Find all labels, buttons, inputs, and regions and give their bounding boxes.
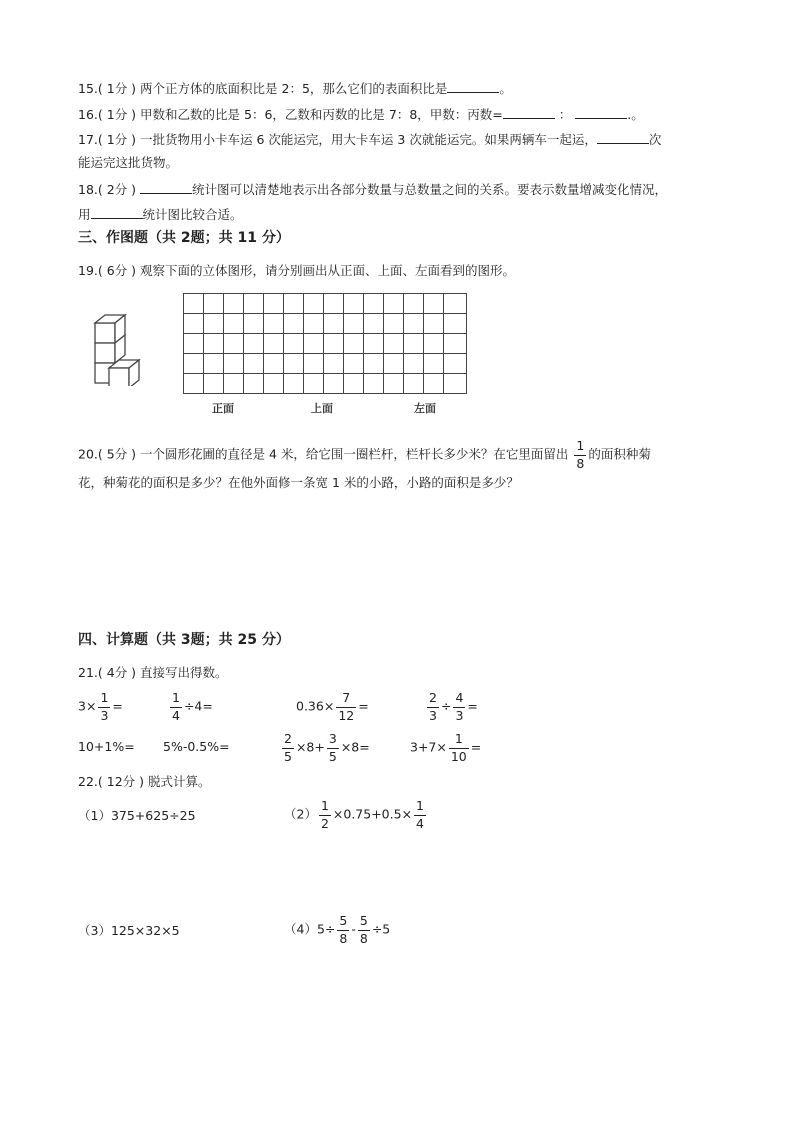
expression: 5%-0.5%= [163,739,230,754]
score: ( 4分 ) [97,665,137,680]
expression: 0.36× $\frac{7}{12}$ = [296,690,369,723]
question-text: 一批货物用小卡车运 6 次能运完，用大卡车运 3 次就能运完。如果两辆车一起运， [140,132,597,147]
question-21: 21.( 4分 ) 直接写出得数。 [78,665,228,680]
question-text: 直接写出得数。 [140,665,228,680]
expression: $\frac{2}{3}$ ÷ $\frac{4}{3}$ = [429,690,478,723]
score: ( 1分 ) [97,81,137,96]
question-text: 甲数和乙数的比是 5：6，乙数和丙数的比是 7：8，甲数：丙数= [140,107,503,122]
score: ( 2分 ) [97,182,137,197]
question-text: 一个圆形花圃的直径是 4 米，给它围一圈栏杆，栏杆长多少米？在它里面留出 [140,446,569,462]
question-18-line2: 用 统计图比较合适。 [78,207,243,222]
answer-blank[interactable] [447,81,499,93]
question-17: 17.( 1分 ) 一批货物用小卡车运 6 次能运完，用大卡车运 3 次就能运完。如果两辆车一起运， 次 [78,132,662,147]
expression: $\frac{1}{4}$ ÷4= [172,690,213,723]
score: ( 6分 ) [97,263,137,278]
answer-blank[interactable] [503,107,555,119]
expression: $\frac{2}{5}$ ×8+ $\frac{3}{5}$ ×8= [284,731,370,764]
question-15: 15.( 1分 ) 两个正方体的底面积比是 2：5，那么它们的表面积比是 。 [78,81,512,96]
question-18: 18.( 2分 ) 统计图可以清楚地表示出各部分数量与总数量之间的关系。要表示数量增减变化情况， [78,182,668,197]
calc-item-3: （3）125×32×5 [78,923,180,938]
question-17-line2: 能运完这批货物。 [78,155,179,170]
question-text: 两个正方体的底面积比是 2：5，那么它们的表面积比是 [140,81,448,96]
fraction: $\frac{1}{8}$ [576,438,585,471]
question-16: 16.( 1分 ) 甲数和乙数的比是 5：6，乙数和丙数的比是 7：8，甲数：丙数= ： .。 [78,107,644,122]
expression: 10+1%= [78,739,135,754]
drawing-grid[interactable] [183,293,467,396]
section-heading: 四、计算题（共 3题；共 25 分） [78,632,290,648]
answer-blank[interactable] [575,107,627,119]
question-19: 19.( 6分 ) 观察下面的立体图形，请分别画出从正面、上面、左面看到的图形。 [78,263,516,278]
section-heading: 三、作图题（共 2题；共 11 分） [78,230,290,246]
score: ( 12分 ) [97,774,144,789]
calc-item-2: （2） $\frac{1}{2}$ ×0.75+0.5× $\frac{1}{4}$ [284,798,424,831]
score: ( 1分 ) [97,107,137,122]
question-22: 22.( 12分 ) 脱式计算。 [78,774,211,789]
question-text: 统计图可以清楚地表示出各部分数量与总数量之间的关系。要表示数量增减变化情况， [192,182,668,197]
cube-stack-figure [92,312,154,386]
question-20: 20.( 5分 ) 一个圆形花圃的直径是 4 米，给它围一圈栏杆，栏杆长多少米？在它里面留出 $\frac{1}{8}$ 的面积种菊 [78,438,651,471]
answer-blank[interactable] [91,207,143,219]
question-text: 观察下面的立体图形，请分别画出从正面、上面、左面看到的图形。 [140,263,516,278]
question-number: 15. [78,81,98,96]
score: ( 5分 ) [97,446,137,462]
answer-blank[interactable] [140,182,192,194]
calc-item-1: （1）375+625÷25 [78,808,196,823]
grid-label-left: 左面 [414,402,436,415]
calc-item-4: （4）5÷ $\frac{5}{8}$ - $\frac{5}{8}$ ÷5 [284,913,391,946]
score: ( 1分 ) [97,132,137,147]
expression: 3+7× $\frac{1}{10}$ = [410,731,482,764]
grid-label-top: 上面 [311,402,333,415]
expression: 3× $\frac{1}{3}$ = [78,690,123,723]
question-text: 脱式计算。 [147,774,211,789]
grid-label-front: 正面 [212,402,234,415]
question-20-line2: 花，种菊花的面积是多少？在他外面修一条宽 1 米的小路，小路的面积是多少？ [78,475,519,490]
answer-blank[interactable] [597,132,649,144]
